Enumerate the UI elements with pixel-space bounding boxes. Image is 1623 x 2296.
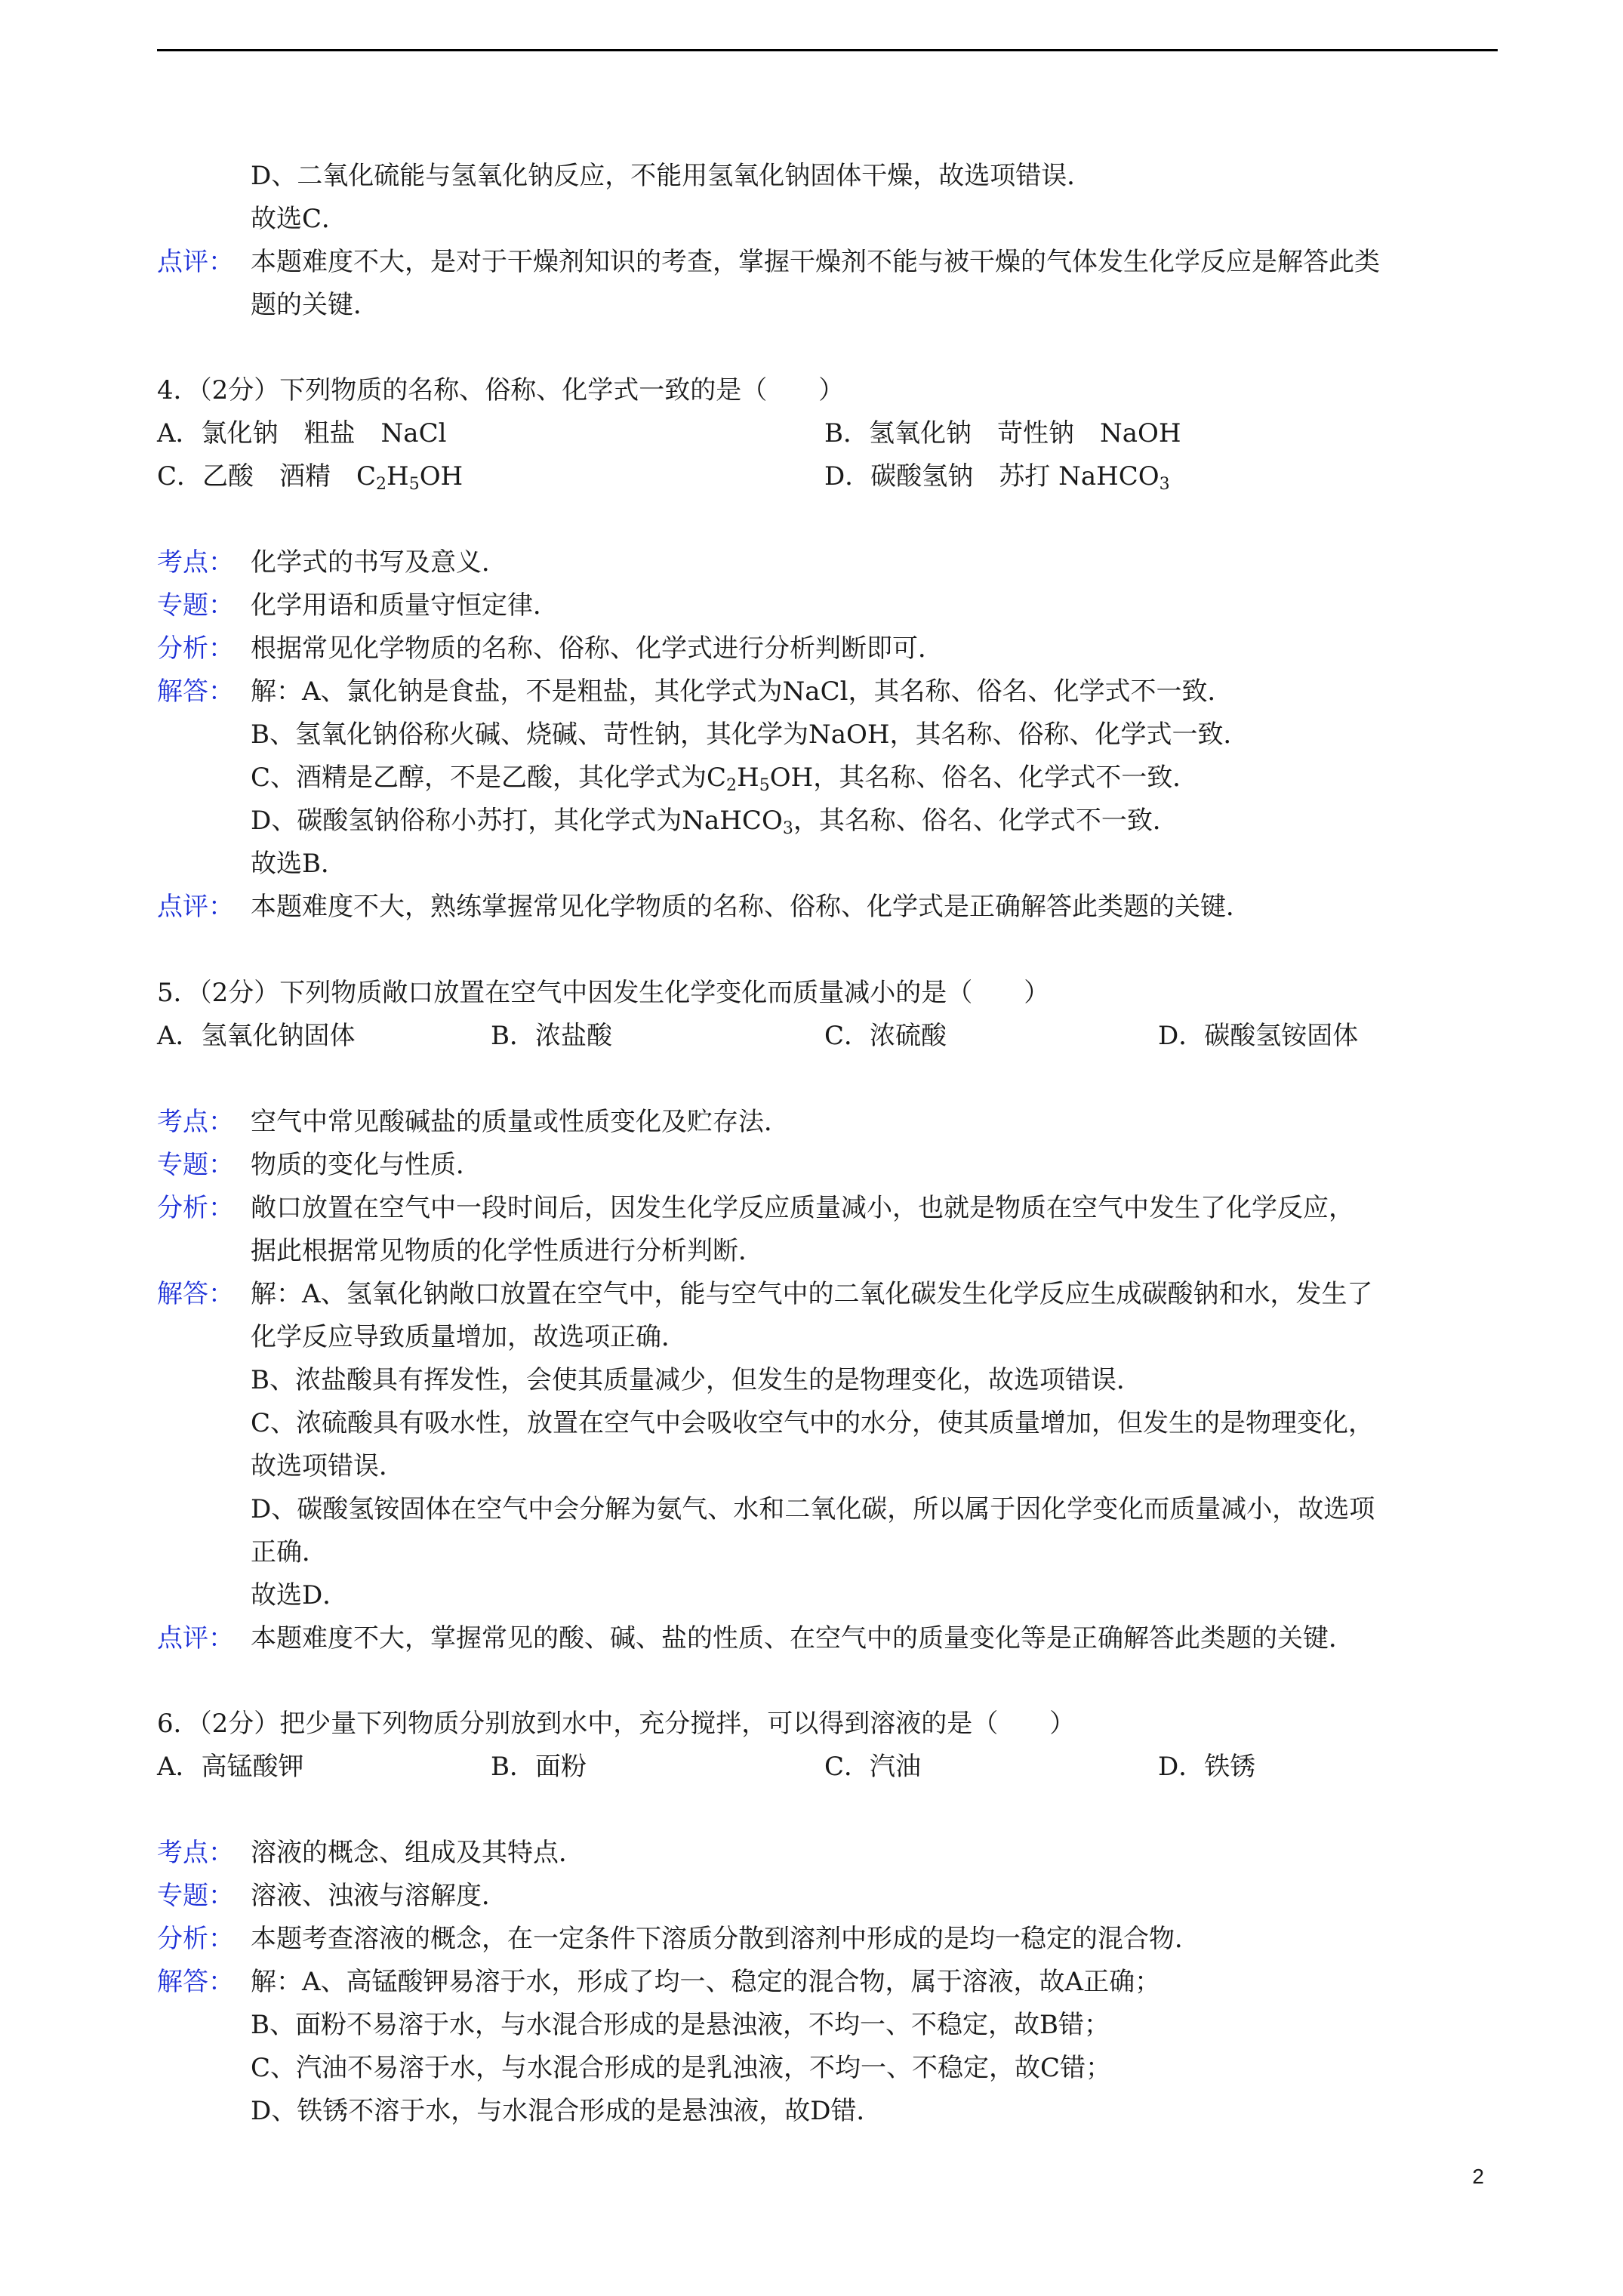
- zhuanti-label: 专题：: [157, 1150, 234, 1180]
- jieda-line: D、铁锈不溶于水，与水混合形成的是悬浊液，故D错．: [251, 2096, 882, 2126]
- option-a: A．氢氧化钠固体: [157, 1021, 356, 1051]
- option-d: D．铁锈: [1158, 1752, 1256, 1782]
- kaodian-label: 考点：: [157, 1838, 234, 1868]
- zhuanti-text: 化学用语和质量守恒定律．: [251, 590, 559, 621]
- dianping-label: 点评：: [157, 1623, 234, 1653]
- fenxi-text: 根据常见化学物质的名称、俗称、化学式进行分析判断即可．: [251, 633, 944, 664]
- jieda-line: D、碳酸氢铵固体在空气中会分解为氨气、水和二氧化碳，所以属于因化学变化而质量减小，故选项: [251, 1494, 1375, 1524]
- jieda-line: B、氢氧化钠俗称火碱、烧碱、苛性钠，其化学为NaOH，其名称、俗称、化学式一致．: [251, 720, 1249, 750]
- fenxi-text: 据此根据常见物质的化学性质进行分析判断．: [251, 1236, 764, 1266]
- question-stem: 5．（2分）下列物质敞口放置在空气中因发生化学变化而质量减小的是（ ）: [157, 978, 1050, 1008]
- dianping-text: 本题难度不大，熟练掌握常见化学物质的名称、俗称、化学式是正确解答此类题的关键．: [251, 892, 1252, 922]
- question-stem: 6．（2分）把少量下列物质分别放到水中，充分搅拌，可以得到溶液的是（ ）: [157, 1709, 1076, 1739]
- fenxi-text: 敞口放置在空气中一段时间后，因发生化学反应质量减小，也就是物质在空气中发生了化学反应，: [251, 1193, 1354, 1223]
- jieda-line: 解：A、高锰酸钾易溶于水，形成了均一、稳定的混合物，属于溶液，故A正确；: [251, 1967, 1161, 1997]
- dianping-text: 本题难度不大，掌握常见的酸、碱、盐的性质、在空气中的质量变化等是正确解答此类题的关键．: [251, 1623, 1354, 1653]
- jieda-label: 解答：: [157, 676, 234, 707]
- option-a: A．高锰酸钾: [157, 1752, 304, 1782]
- page-number: 2: [1472, 2165, 1484, 2188]
- answer-select: 故选C．: [251, 204, 348, 234]
- kaodian-text: 化学式的书写及意义．: [251, 547, 507, 578]
- jieda-line: B、浓盐酸具有挥发性，会使其质量减少，但发生的是物理变化，故选项错误．: [251, 1365, 1142, 1395]
- kaodian-label: 考点：: [157, 547, 234, 578]
- jieda-line: B、面粉不易溶于水，与水混合形成的是悬浊液，不均一、不稳定，故B错；: [251, 2010, 1110, 2040]
- jieda-line: 正确．: [251, 1537, 328, 1567]
- jieda-line: 解：A、氢氧化钠敞口放置在空气中，能与空气中的二氧化碳发生化学反应生成碳酸钠和水，发生了: [251, 1279, 1373, 1309]
- jieda-line: C、汽油不易溶于水，与水混合形成的是乳浊液，不均一、不稳定，故C错；: [251, 2053, 1112, 2083]
- jieda-line: D、碳酸氢钠俗称小苏打，其化学式为NaHCO$_3$，其名称、俗名、化学式不一致．: [251, 806, 1178, 838]
- fenxi-label: 分析：: [157, 1193, 234, 1223]
- question-stem: 4．（2分）下列物质的名称、俗称、化学式一致的是（ ）: [157, 375, 845, 405]
- zhuanti-text: 物质的变化与性质．: [251, 1150, 482, 1180]
- jieda-line: C、浓硫酸具有吸水性，放置在空气中会吸收空气中的水分，使其质量增加，但发生的是物理变化，: [251, 1408, 1375, 1438]
- option-d: D．碳酸氢钠 苏打 NaHCO$_3$: [824, 461, 1170, 494]
- jieda-select: 故选B．: [251, 849, 346, 879]
- comment-text: 题的关键．: [251, 290, 379, 320]
- option-c: C．浓硫酸: [824, 1021, 947, 1051]
- option-b: B．氢氧化钠 苛性钠 NaOH: [824, 418, 1181, 448]
- fenxi-label: 分析：: [157, 1924, 234, 1954]
- option-d: D．碳酸氢铵固体: [1158, 1021, 1359, 1051]
- jieda-line: 解：A、氯化钠是食盐，不是粗盐，其化学式为NaCl，其名称、俗名、化学式不一致．: [251, 676, 1233, 707]
- header-rule: [157, 49, 1498, 51]
- kaodian-text: 空气中常见酸碱盐的质量或性质变化及贮存法．: [251, 1107, 790, 1137]
- jieda-line: 化学反应导致质量增加，故选项正确．: [251, 1322, 687, 1352]
- fenxi-label: 分析：: [157, 633, 234, 664]
- kaodian-text: 溶液的概念、组成及其特点．: [251, 1838, 584, 1868]
- option-a: A．氯化钠 粗盐 NaCl: [157, 418, 447, 448]
- option-c: C．汽油: [824, 1752, 922, 1782]
- jieda-label: 解答：: [157, 1967, 234, 1997]
- answer-line: D、二氧化硫能与氢氧化钠反应，不能用氢氧化钠固体干燥，故选项错误．: [251, 161, 1093, 191]
- option-b: B．浓盐酸: [491, 1021, 612, 1051]
- jieda-line: C、酒精是乙醇，不是乙酸，其化学式为$C_2H_5OH$，其名称、俗名、化学式不一致．: [251, 763, 1199, 795]
- option-b: B．面粉: [491, 1752, 587, 1782]
- fenxi-text: 本题考查溶液的概念，在一定条件下溶质分散到溶剂中形成的是均一稳定的混合物．: [251, 1924, 1200, 1954]
- jieda-label: 解答：: [157, 1279, 234, 1309]
- comment-text: 本题难度不大，是对于干燥剂知识的考查，掌握干燥剂不能与被干燥的气体发生化学反应是解答此类: [251, 247, 1380, 277]
- zhuanti-label: 专题：: [157, 590, 234, 621]
- kaodian-label: 考点：: [157, 1107, 234, 1137]
- zhuanti-text: 溶液、浊液与溶解度．: [251, 1881, 507, 1911]
- dianping-label: 点评：: [157, 892, 234, 922]
- comment-label: 点评：: [157, 247, 234, 277]
- jieda-line: 故选项错误．: [251, 1451, 405, 1481]
- zhuanti-label: 专题：: [157, 1881, 234, 1911]
- option-c: C．乙酸 酒精 $C_2H_5OH$: [157, 461, 463, 494]
- jieda-select: 故选D．: [251, 1580, 349, 1610]
